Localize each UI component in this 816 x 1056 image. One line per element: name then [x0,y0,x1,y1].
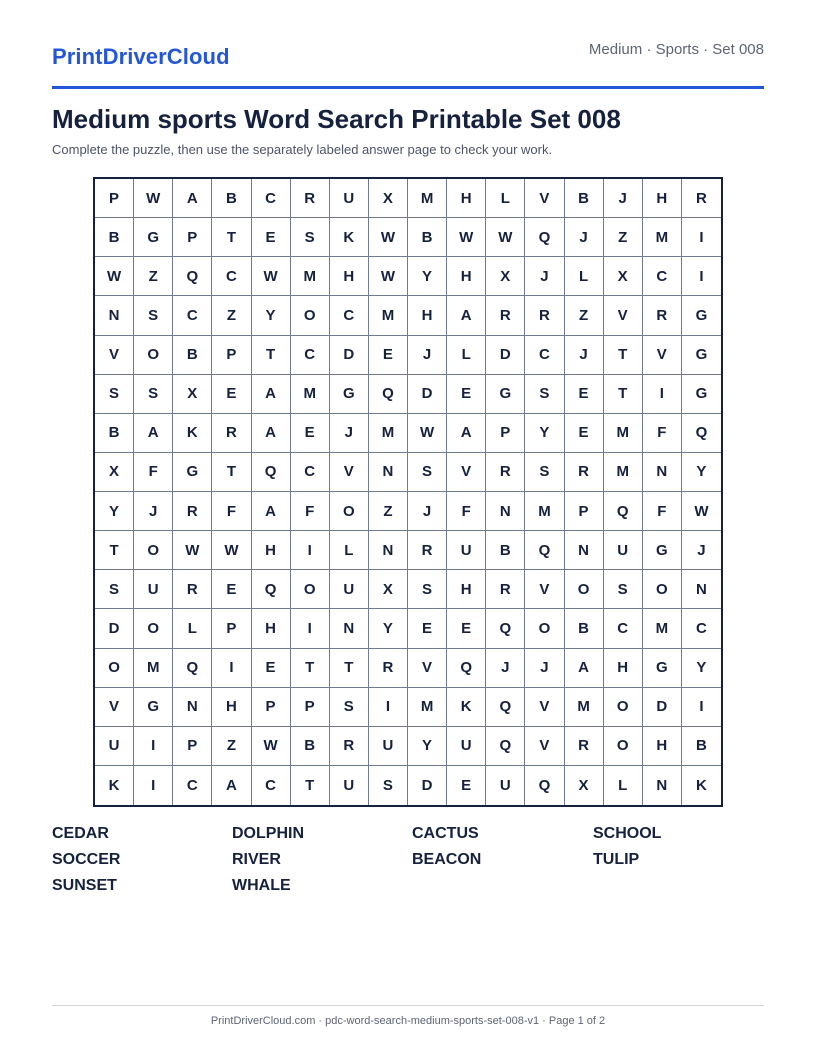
word-list-item: SOCCER [52,851,121,868]
grid-cell: X [486,257,525,296]
grid-cell: G [643,531,682,570]
grid-cell: T [604,375,643,414]
grid-cell: B [212,179,251,218]
grid-cell: O [134,531,173,570]
grid-cell: H [643,179,682,218]
grid-cell: T [212,453,251,492]
grid-cell: V [447,453,486,492]
grid-cell: H [447,570,486,609]
grid-cell: O [291,296,330,335]
grid-cell: L [330,531,369,570]
grid-cell: T [291,766,330,805]
grid-cell: D [95,609,134,648]
grid-cell: Z [565,296,604,335]
grid-cell: S [525,375,564,414]
grid-cell: A [212,766,251,805]
grid-cell: K [95,766,134,805]
grid-cell: Q [252,453,291,492]
grid-cell: O [525,609,564,648]
grid-cell: Q [486,688,525,727]
grid-cell: Z [134,257,173,296]
grid-cell: Q [447,649,486,688]
grid-cell: A [173,179,212,218]
grid-cell: O [565,570,604,609]
grid-cell: B [565,179,604,218]
grid-cell: X [95,453,134,492]
page-header [52,38,764,89]
grid-cell: F [643,492,682,531]
grid-cell: G [330,375,369,414]
grid-cell: C [291,336,330,375]
grid-cell: J [525,257,564,296]
grid-cell: I [643,375,682,414]
grid-cell: G [173,453,212,492]
grid-cell: P [212,609,251,648]
grid-cell: C [173,766,212,805]
grid-cell: L [565,257,604,296]
grid-cell: I [134,766,173,805]
word-list-item: CACTUS [412,825,479,842]
grid-cell: E [447,766,486,805]
grid-cell: T [291,649,330,688]
grid-cell: S [408,453,447,492]
grid-cell: A [134,414,173,453]
grid-cell: P [565,492,604,531]
grid-cell: R [173,570,212,609]
grid-cell: L [173,609,212,648]
grid-cell: H [408,296,447,335]
grid-cell: R [369,649,408,688]
grid-cell: T [252,336,291,375]
grid-cell: J [134,492,173,531]
grid-cell: O [95,649,134,688]
grid-cell: N [643,453,682,492]
grid-cell: V [604,296,643,335]
grid-cell: U [447,531,486,570]
grid-cell: Q [525,531,564,570]
word-list-item: CEDAR [52,825,109,842]
grid-cell: H [330,257,369,296]
grid-cell: W [134,179,173,218]
grid-cell: I [134,727,173,766]
grid-cell: P [291,688,330,727]
grid-cell: I [212,649,251,688]
grid-cell: R [643,296,682,335]
grid-cell: R [486,453,525,492]
grid-cell: R [565,453,604,492]
grid-cell: W [252,727,291,766]
grid-cell: C [252,179,291,218]
grid-cell: Y [682,649,721,688]
grid-cell: M [291,257,330,296]
grid-cell: S [525,453,564,492]
grid-cell: R [408,531,447,570]
grid-cell: I [291,531,330,570]
grid-cell: C [330,296,369,335]
grid-cell: J [330,414,369,453]
grid-cell: A [252,492,291,531]
grid-cell: S [291,218,330,257]
grid-cell: E [408,609,447,648]
grid-cell: J [604,179,643,218]
word-list-item: SCHOOL [593,825,662,842]
grid-cell: D [486,336,525,375]
grid-cell: P [486,414,525,453]
grid-cell: N [330,609,369,648]
grid-cell: H [447,257,486,296]
grid-cell: C [643,257,682,296]
grid-cell: M [369,414,408,453]
grid-cell: U [95,727,134,766]
grid-cell: Q [486,609,525,648]
grid-cell: G [682,296,721,335]
grid-cell: F [212,492,251,531]
grid-cell: Q [173,257,212,296]
grid-cell: E [565,375,604,414]
grid-cell: M [643,218,682,257]
grid-cell: Q [486,727,525,766]
grid-cell: B [408,218,447,257]
grid-cell: M [565,688,604,727]
grid-cell: F [643,414,682,453]
grid-cell: U [447,727,486,766]
grid-cell: V [95,336,134,375]
grid-cell: K [696,776,707,794]
grid-cell: S [134,375,173,414]
grid-cell: L [447,336,486,375]
grid-cell: P [95,179,134,218]
page-footer: PrintDriverCloud.com · pdc-word-search-medium-sports-set-008-v1 · Page 1 of 2 [52,1005,764,1027]
grid-cell: V [525,570,564,609]
grid-cell: T [604,336,643,375]
grid-cell: U [330,570,369,609]
grid-cell: E [369,336,408,375]
grid-cell: R [173,492,212,531]
grid-cell: E [212,570,251,609]
grid-cell: R [212,414,251,453]
grid-cell: W [369,218,408,257]
grid-cell: H [212,688,251,727]
grid-cell: Y [252,296,291,335]
grid-cell: X [173,375,212,414]
grid-cell: O [604,727,643,766]
grid-cell: G [134,218,173,257]
grid-cell: W [173,531,212,570]
page-title: Medium sports Word Search Printable Set 008 [52,104,621,134]
grid-cell: S [604,570,643,609]
word-search-grid [93,177,723,807]
grid-cell: D [330,336,369,375]
grid-cell: C [212,257,251,296]
grid-cell: Q [252,570,291,609]
grid-cell: E [252,218,291,257]
grid-cell: Q [682,414,721,453]
grid-cell: N [682,570,721,609]
page-subtitle: Complete the puzzle, then use the separately labeled answer page to check your work. [52,142,553,157]
grid-cell: M [604,453,643,492]
grid-cell: S [330,688,369,727]
grid-cell: S [369,766,408,805]
grid-cell: W [95,257,134,296]
grid-cell: R [525,296,564,335]
grid-cell: G [486,375,525,414]
grid-cell: C [682,609,721,648]
grid-cell: X [565,766,604,805]
grid-cell: F [447,492,486,531]
grid-cell: O [604,688,643,727]
grid-cell: I [682,688,721,727]
grid-cell: U [604,531,643,570]
grid-cell: K [330,218,369,257]
grid-cell: B [95,414,134,453]
grid-cell: G [134,688,173,727]
grid-cell: J [565,336,604,375]
grid-cell: N [369,453,408,492]
grid-cell: Y [95,492,134,531]
grid-cell: U [134,570,173,609]
grid-cell: M [643,609,682,648]
grid-cell: N [95,296,134,335]
grid-cell: A [252,414,291,453]
grid-cell: R [486,570,525,609]
grid-cell: P [173,727,212,766]
grid-cell: X [604,257,643,296]
grid-cell: V [525,727,564,766]
grid-cell: S [95,570,134,609]
grid-cell: R [291,179,330,218]
grid-cell: M [369,296,408,335]
grid-cell: Q [525,766,564,805]
grid-cell: Y [682,453,721,492]
grid-cell: W [447,218,486,257]
grid-cell: W [369,257,408,296]
grid-cell: Q [173,649,212,688]
grid-cell: I [682,218,721,257]
grid-cell: B [682,727,721,766]
grid-cell: R [486,296,525,335]
grid-cell: W [486,218,525,257]
grid-cell: Y [408,727,447,766]
grid-cell: K [447,688,486,727]
grid-cell: V [525,179,564,218]
brand-logo: PrintDriverCloud [52,44,230,69]
grid-cell: P [173,218,212,257]
grid-cell: M [525,492,564,531]
grid-cell: X [369,179,408,218]
grid-cell: U [330,766,369,805]
grid-cell: Z [212,727,251,766]
grid-cell: N [643,766,682,805]
grid-cell: U [369,727,408,766]
grid-cell: J [486,649,525,688]
grid-cell: A [447,414,486,453]
grid-cell: B [173,336,212,375]
grid-cell: B [565,609,604,648]
grid-cell: C [604,609,643,648]
grid-cell: V [408,649,447,688]
word-list-item: TULIP [593,851,640,868]
grid-cell: S [134,296,173,335]
grid-cell: L [604,766,643,805]
grid-cell: C [252,766,291,805]
grid-cell: H [604,649,643,688]
grid-cell: G [643,649,682,688]
grid-cell: B [291,727,330,766]
grid-cell: H [252,531,291,570]
grid-cell: Z [212,296,251,335]
word-list-item: SUNSET [52,877,117,894]
grid-cell: I [291,609,330,648]
grid-cell: E [447,609,486,648]
grid-cell: C [525,336,564,375]
grid-cell: J [525,649,564,688]
grid-cell: Q [525,218,564,257]
grid-cell: R [682,179,721,218]
grid-cell: N [486,492,525,531]
grid-cell: B [95,218,134,257]
grid-cell: J [682,531,721,570]
grid-cell: V [95,688,134,727]
grid-cell: W [252,257,291,296]
grid-cell: O [643,570,682,609]
grid-cell: X [369,570,408,609]
grid-cell: M [408,688,447,727]
grid-cell: V [643,336,682,375]
grid-cell: Q [604,492,643,531]
grid-cell: P [212,336,251,375]
grid-cell: V [525,688,564,727]
word-list [52,824,772,895]
grid-cell: G [682,375,721,414]
grid-cell: S [408,570,447,609]
grid-cell: H [643,727,682,766]
breadcrumb: Medium · Sports · Set 008 [588,41,764,58]
grid-cell: M [291,375,330,414]
word-list-item: DOLPHIN [232,825,304,842]
grid-cell: O [291,570,330,609]
grid-cell: Y [369,609,408,648]
grid-cell: N [565,531,604,570]
grid-cell: P [252,688,291,727]
grid-cell: C [173,296,212,335]
grid-cell: N [173,688,212,727]
grid-cell: I [369,688,408,727]
grid-cell: Z [369,492,408,531]
grid-cell: A [447,296,486,335]
grid-cell: J [408,492,447,531]
grid-cell: H [447,179,486,218]
grid-cell: Z [604,218,643,257]
grid-cell: U [330,179,369,218]
grid-cell: W [212,531,251,570]
grid-cell: H [252,609,291,648]
grid-cell: F [134,453,173,492]
grid-cell: E [447,375,486,414]
grid-cell: L [486,179,525,218]
grid-cell: D [408,375,447,414]
word-list-item: WHALE [232,877,291,894]
grid-cell: U [486,766,525,805]
word-list-item: RIVER [232,851,281,868]
grid-cell: Y [408,257,447,296]
grid-cell: G [682,336,721,375]
word-list-item: BEACON [412,851,482,868]
grid-cell: M [134,649,173,688]
grid-cell: E [212,375,251,414]
grid-cell: O [134,336,173,375]
grid-cell: Q [369,375,408,414]
grid-cell: D [408,766,447,805]
grid-cell: Y [525,414,564,453]
grid-cell: J [408,336,447,375]
grid-cell: F [291,492,330,531]
grid-cell: A [565,649,604,688]
grid-cell: E [565,414,604,453]
grid-cell: D [643,688,682,727]
grid-cell: W [682,492,721,531]
grid-cell: V [330,453,369,492]
grid-cell: B [486,531,525,570]
grid-cell: C [291,453,330,492]
grid-cell: T [330,649,369,688]
grid-cell: O [330,492,369,531]
grid-cell: R [565,727,604,766]
grid-cell: I [682,257,721,296]
grid-cell: W [408,414,447,453]
grid-cell: T [95,531,134,570]
grid-cell: T [212,218,251,257]
grid-cell: M [408,179,447,218]
grid-cell: K [173,414,212,453]
grid-cell: M [604,414,643,453]
grid-cell: N [369,531,408,570]
grid-cell: O [134,609,173,648]
grid-cell: E [252,649,291,688]
grid-cell: R [330,727,369,766]
grid-cell: A [252,375,291,414]
grid-cell: S [95,375,134,414]
grid-cell: J [565,218,604,257]
grid-cell: E [291,414,330,453]
